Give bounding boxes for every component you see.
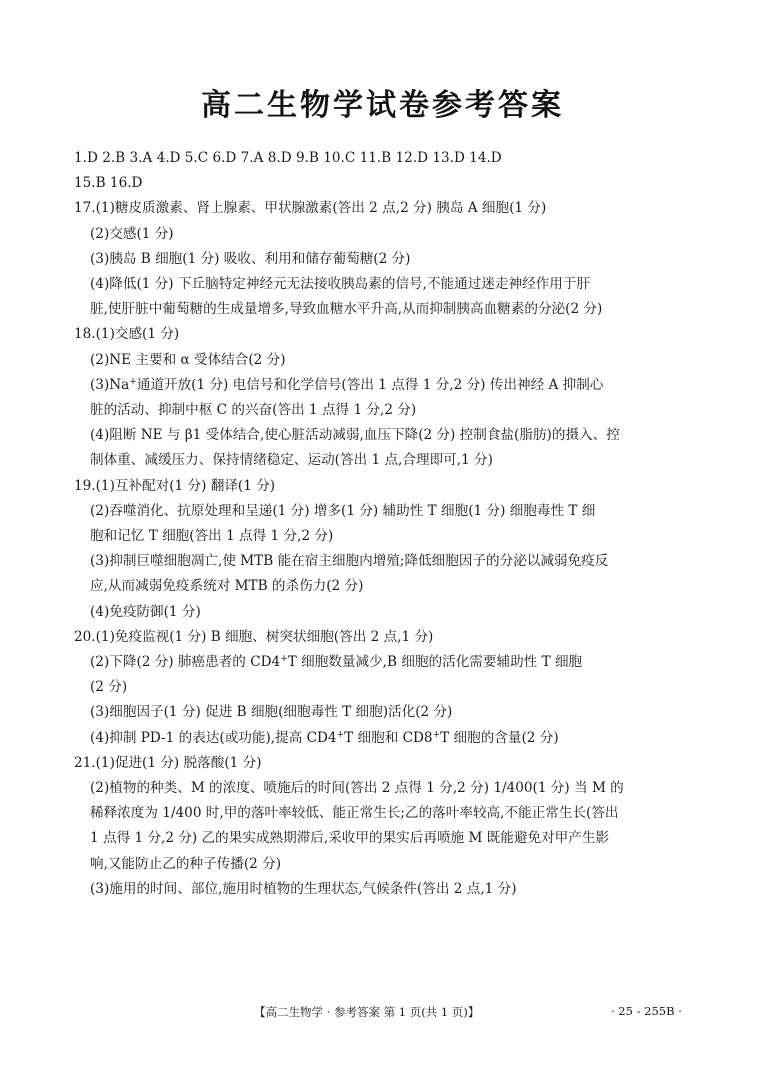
q21-line-4: 1 点得 1 分,2 分) 乙的果实成熟期滞后,采收甲的果实后再喷施 M 既能避免对甲产生影 [90,830,610,847]
q20-line-4: (3)细胞因子(1 分) 促进 B 细胞(细胞毒性 T 细胞)活化(2 分) [90,704,453,721]
question-18 [74,322,698,473]
q20-line-2 [74,650,698,675]
q20-line-3: (2 分) [90,679,128,696]
q20-line-5-sup-1: + [336,729,345,740]
q19-line-6: (4)免疫防御(1 分) [90,603,201,620]
q21-line-2: (2)植物的种类、M 的浓度、喷施后的时间(答出 2 点得 1 分,2 分) 1/400(1 分) 当 M 的 [90,780,624,797]
question-20 [74,625,698,751]
footer-page-info: 【高二生物学 · 参考答案 第 1 页(共 1 页)】 [254,1005,480,1019]
q17-line-3: (3)胰岛 B 细胞(1 分) 吸收、利用和储存葡萄糖(2 分) [90,250,411,267]
q18-line-3-post: 通道开放(1 分) 电信号和化学信号(答出 1 点得 1 分,2 分) 传出神经 A 抑制心 [136,376,604,393]
q19-line-3: 胞和记忆 T 细胞(答出 1 点得 1 分,2 分) [90,528,334,545]
footer-code: · 25 - 255B · [611,1004,682,1018]
page-title: 高二生物学试卷参考答案 [201,88,564,123]
q18-line-1: 18.(1)交感(1 分) [74,326,180,343]
choice-answers-line-2: 15.B 16.D [74,175,143,192]
q21-line-3: 稀释浓度为 1/400 时,甲的落叶率较低、能正常生长;乙的落叶率较高,不能正常生长(答出 [90,805,619,822]
answer-content [74,146,698,902]
q18-line-4: 脏的活动、抑制中枢 C 的兴奋(答出 1 点得 1 分,2 分) [90,402,417,419]
q17-line-2: (2)交感(1 分) [90,225,174,242]
q18-line-6: 制体重、减缓压力、保持情绪稳定、运动(答出 1 点,合理即可,1 分) [90,452,493,469]
q18-line-5: (4)阻断 NE 与 β1 受体结合,使心脏活动减弱,血压下降(2 分) 控制食盐(脂肪)的摄入、控 [90,427,620,444]
q17-line-1: 17.(1)糖皮质激素、肾上腺素、甲状腺激素(答出 2 点,2 分) 胰岛 A 细胞(1 分) [74,200,547,217]
q18-line-3-pre: (3)Na [90,376,130,393]
q21-line-6: (3)施用的时间、部位,施用时植物的生理状态,气候条件(答出 2 点,1 分) [90,880,517,897]
q17-line-4: (4)降低(1 分) 下丘脑特定神经元无法接收胰岛素的信号,不能通过迷走神经作用于肝 [90,276,591,293]
q18-line-3-sup: + [129,376,137,387]
question-17 [74,196,698,322]
question-21 [74,751,698,902]
q21-line-1: 21.(1)促进(1 分) 脱落酸(1 分) [74,754,262,771]
q18-line-3 [74,373,698,398]
q18-line-2: (2)NE 主要和 α 受体结合(2 分) [90,351,286,368]
q20-line-2-post: T 细胞数量减少,B 细胞的活化需要辅助性 T 细胞 [287,654,583,671]
q20-line-1: 20.(1)免疫监视(1 分) B 细胞、树突状细胞(答出 2 点,1 分) [74,628,434,645]
q20-line-2-pre: (2)下降(2 分) 肺癌患者的 CD4 [90,654,281,671]
q20-line-5-pre: (4)抑制 PD-1 的表达(或功能),提高 CD4 [90,729,337,746]
q20-line-5 [74,726,698,751]
q19-line-4: (3)抑制巨噬细胞凋亡,使 MTB 能在宿主细胞内增殖;降低细胞因子的分泌以减弱免疫反 [90,553,609,570]
q17-line-5: 脏,使肝脏中葡萄糖的生成量增多,导致血糖水平升高,从而抑制胰高血糖素的分泌(2 分) [90,301,603,318]
q20-line-5-post: T 细胞的含量(2 分) [440,729,559,746]
q19-line-5: 应,从而减弱免疫系统对 MTB 的杀伤力(2 分) [90,578,364,595]
q19-line-2: (2)吞噬消化、抗原处理和呈递(1 分) 增多(1 分) 辅助性 T 细胞(1 分) 细胞毒性 T 细 [90,502,596,519]
q21-line-5: 响,又能防止乙的种子传播(2 分) [90,855,282,872]
question-19 [74,474,698,625]
page-footer [0,1004,765,1024]
q20-line-2-sup: + [280,654,288,665]
q19-line-1: 19.(1)互补配对(1 分) 翻译(1 分) [74,477,276,494]
q20-line-5-sup-2: + [432,729,441,740]
choice-answers-line-1: 1.D 2.B 3.A 4.D 5.C 6.D 7.A 8.D 9.B 10.C 11.B 12.D 13.D 14.D [74,150,502,166]
q20-line-5-mid: T 细胞和 CD8 [344,729,433,746]
